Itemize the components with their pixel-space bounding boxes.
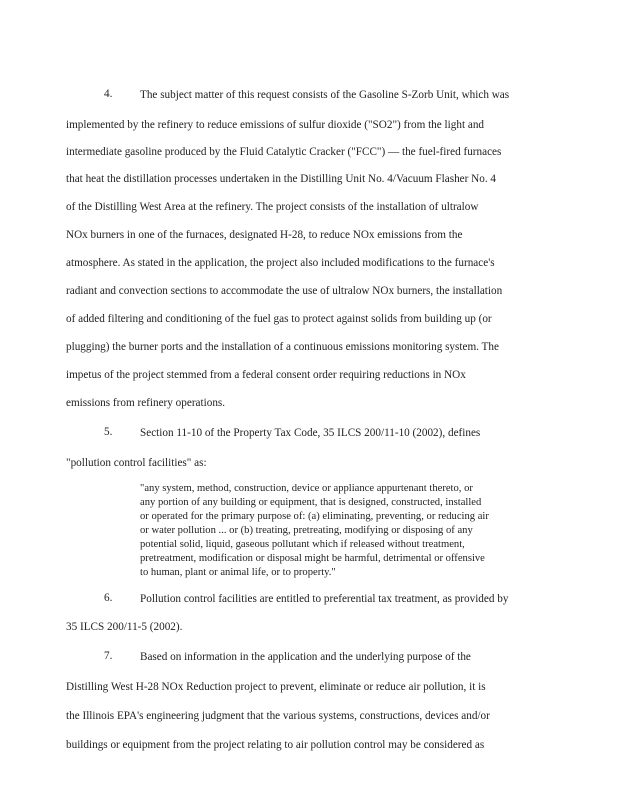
paragraph-4-line: that heat the distillation processes undertaken in the Distilling Unit No. 4/Vacuum Flasher No. 4	[66, 173, 497, 185]
block-quote-line: or water pollution ... or (b) treating, pretreating, modifying or disposing of any	[140, 525, 473, 536]
paragraph-4-line: NOx burners in one of the furnaces, designated H-28, to reduce NOx emissions from the	[66, 229, 463, 241]
paragraph-7-number: 7.	[104, 650, 113, 662]
paragraph-4-line: emissions from refinery operations.	[66, 397, 226, 409]
paragraph-4-line: intermediate gasoline produced by the Fluid Catalytic Cracker ("FCC") — the fuel-fired furnaces	[66, 146, 502, 158]
paragraph-7-line: buildings or equipment from the project relating to air pollution control may be considered as	[66, 739, 485, 751]
paragraph-4-line: atmosphere. As stated in the application, the project also included modifications to the furnace's	[66, 257, 495, 269]
paragraph-7-line: Based on information in the application and the underlying purpose of the	[140, 651, 471, 663]
block-quote-line: potential solid, liquid, gaseous pollutant which if released without treatment,	[140, 539, 465, 550]
paragraph-4-line: impetus of the project stemmed from a federal consent order requiring reductions in NOx	[66, 369, 466, 381]
paragraph-4-line: radiant and convection sections to accommodate the use of ultralow NOx burners, the installation	[66, 285, 503, 297]
paragraph-6-line: Pollution control facilities are entitled to preferential tax treatment, as provided by	[140, 593, 509, 605]
block-quote-line: or operated for the primary purpose of: (a) eliminating, preventing, or reducing air	[140, 511, 489, 522]
block-quote-line: to human, plant or animal life, or to property."	[140, 567, 336, 578]
block-quote-line: "any system, method, construction, device or appliance appurtenant thereto, or	[140, 483, 473, 494]
paragraph-4-number: 4.	[104, 88, 113, 100]
paragraph-5-line: Section 11-10 of the Property Tax Code, 35 ILCS 200/11-10 (2002), defines	[140, 427, 481, 439]
paragraph-4-line: of the Distilling West Area at the refinery. The project consists of the installation of ultralow	[66, 201, 479, 213]
paragraph-4-line: implemented by the refinery to reduce emissions of sulfur dioxide ("SO2") from the light and	[66, 119, 485, 131]
block-quote-line: any portion of any building or equipment, that is designed, constructed, installed	[140, 497, 482, 508]
paragraph-4-line: The subject matter of this request consists of the Gasoline S-Zorb Unit, which was	[140, 89, 510, 101]
paragraph-4-line: of added filtering and conditioning of the fuel gas to protect against solids from building up (or	[66, 313, 492, 325]
paragraph-5-number: 5.	[104, 426, 113, 438]
paragraph-6-number: 6.	[104, 592, 113, 604]
block-quote-line: pretreatment, modification or disposal might be harmful, detrimental or offensive	[140, 553, 485, 564]
paragraph-4-line: plugging) the burner ports and the installation of a continuous emissions monitoring system. The	[66, 341, 499, 353]
paragraph-7-line: Distilling West H-28 NOx Reduction project to prevent, eliminate or reduce air pollution, it is	[66, 681, 486, 693]
paragraph-5-line: "pollution control facilities" as:	[66, 457, 207, 469]
paragraph-7-line: the Illinois EPA's engineering judgment that the various systems, constructions, devices and/or	[66, 710, 490, 722]
paragraph-6-line: 35 ILCS 200/11-5 (2002).	[66, 621, 183, 633]
